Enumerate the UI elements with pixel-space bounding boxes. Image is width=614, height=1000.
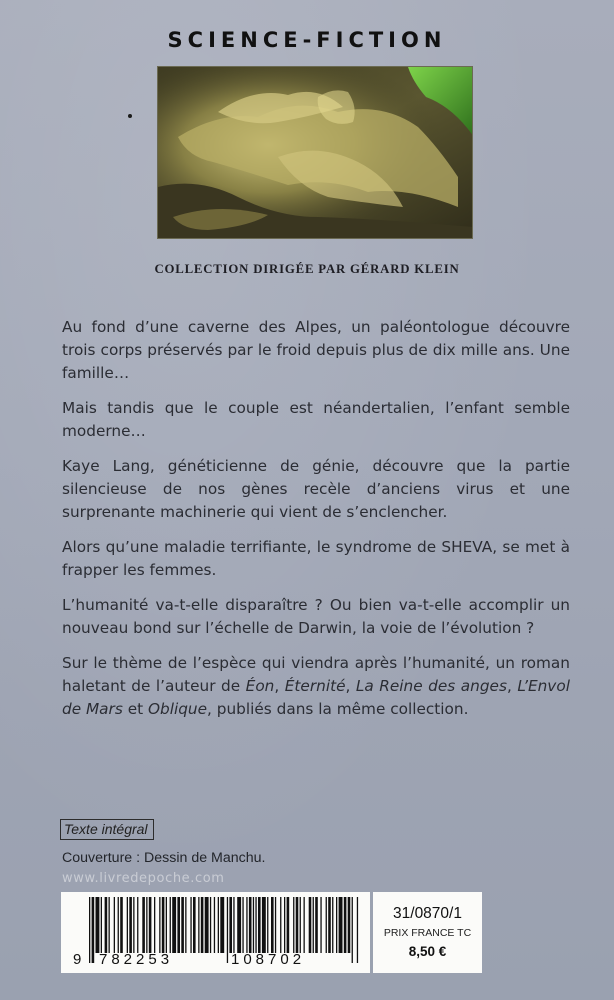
barcode-group-left: 782253 (99, 951, 174, 968)
blurb-paragraph-3: Kaye Lang, généticienne de génie, découvre que la partie silencieuse de nos gènes recèle d’anciens virus et une surprenante machinerie qui vient de s’enclencher. (62, 457, 570, 521)
separator: , (274, 677, 285, 695)
blurb-6-outro: , publiés dans la même collection. (207, 700, 469, 718)
isbn-barcode (61, 892, 370, 973)
title-eternite: Éternité (284, 677, 346, 695)
decorative-dot (128, 114, 132, 118)
conjunction: et (122, 700, 148, 718)
texte-integral-label: Texte intégral (60, 819, 154, 840)
publisher-url: www.livredepoche.com (62, 871, 225, 886)
collection-editor-line: COLLECTION DIRIGÉE PAR GÉRARD KLEIN (154, 262, 460, 276)
title-eon: Éon (245, 677, 275, 695)
cover-credit: Couverture : Dessin de Manchu. (62, 850, 266, 866)
cover-illustration (157, 66, 473, 239)
barcode-group-right: 108702 (231, 951, 306, 968)
title-la-reine-des-anges: La Reine des anges (355, 677, 507, 695)
separator: , (345, 677, 356, 695)
title-oblique: Oblique (147, 700, 208, 718)
blurb-paragraph-6 (62, 652, 570, 721)
collection-header: SCIENCE-FICTION (167, 28, 447, 52)
blurb-6-intro: Sur le thème de l’espèce qui viendra après l’humanité, un roman haletant de l’auteur de (62, 654, 570, 695)
blurb-paragraph-1: Au fond d’une caverne des Alpes, un paléontologue découvre trois corps préservés par le froid depuis plus de dix mille ans. Une famille… (62, 318, 570, 382)
blurb-paragraph-2: Mais tandis que le couple est néandertalien, l’enfant semble moderne… (62, 399, 570, 440)
separator: , (506, 677, 518, 695)
back-cover-blurb (62, 316, 570, 733)
blurb-paragraph-4: Alors qu’une maladie terrifiante, le syndrome de SHEVA, se met à frapper les femmes. (62, 538, 570, 579)
blurb-paragraph-5: L’humanité va-t-elle disparaître ? Ou bien va-t-elle accomplir un nouveau bond sur l’échelle de Darwin, la voie de l’évolution ? (62, 596, 570, 637)
price-sticker (373, 892, 482, 973)
title-l-envol-de-mars: L’Envol de Mars (62, 677, 570, 718)
catalog-code: 31/0870/1 (393, 905, 462, 922)
barcode-first-digit: 9 (73, 951, 82, 968)
price-amount: 8,50 € (408, 944, 447, 959)
price-label: PRIX FRANCE TC (383, 927, 472, 939)
